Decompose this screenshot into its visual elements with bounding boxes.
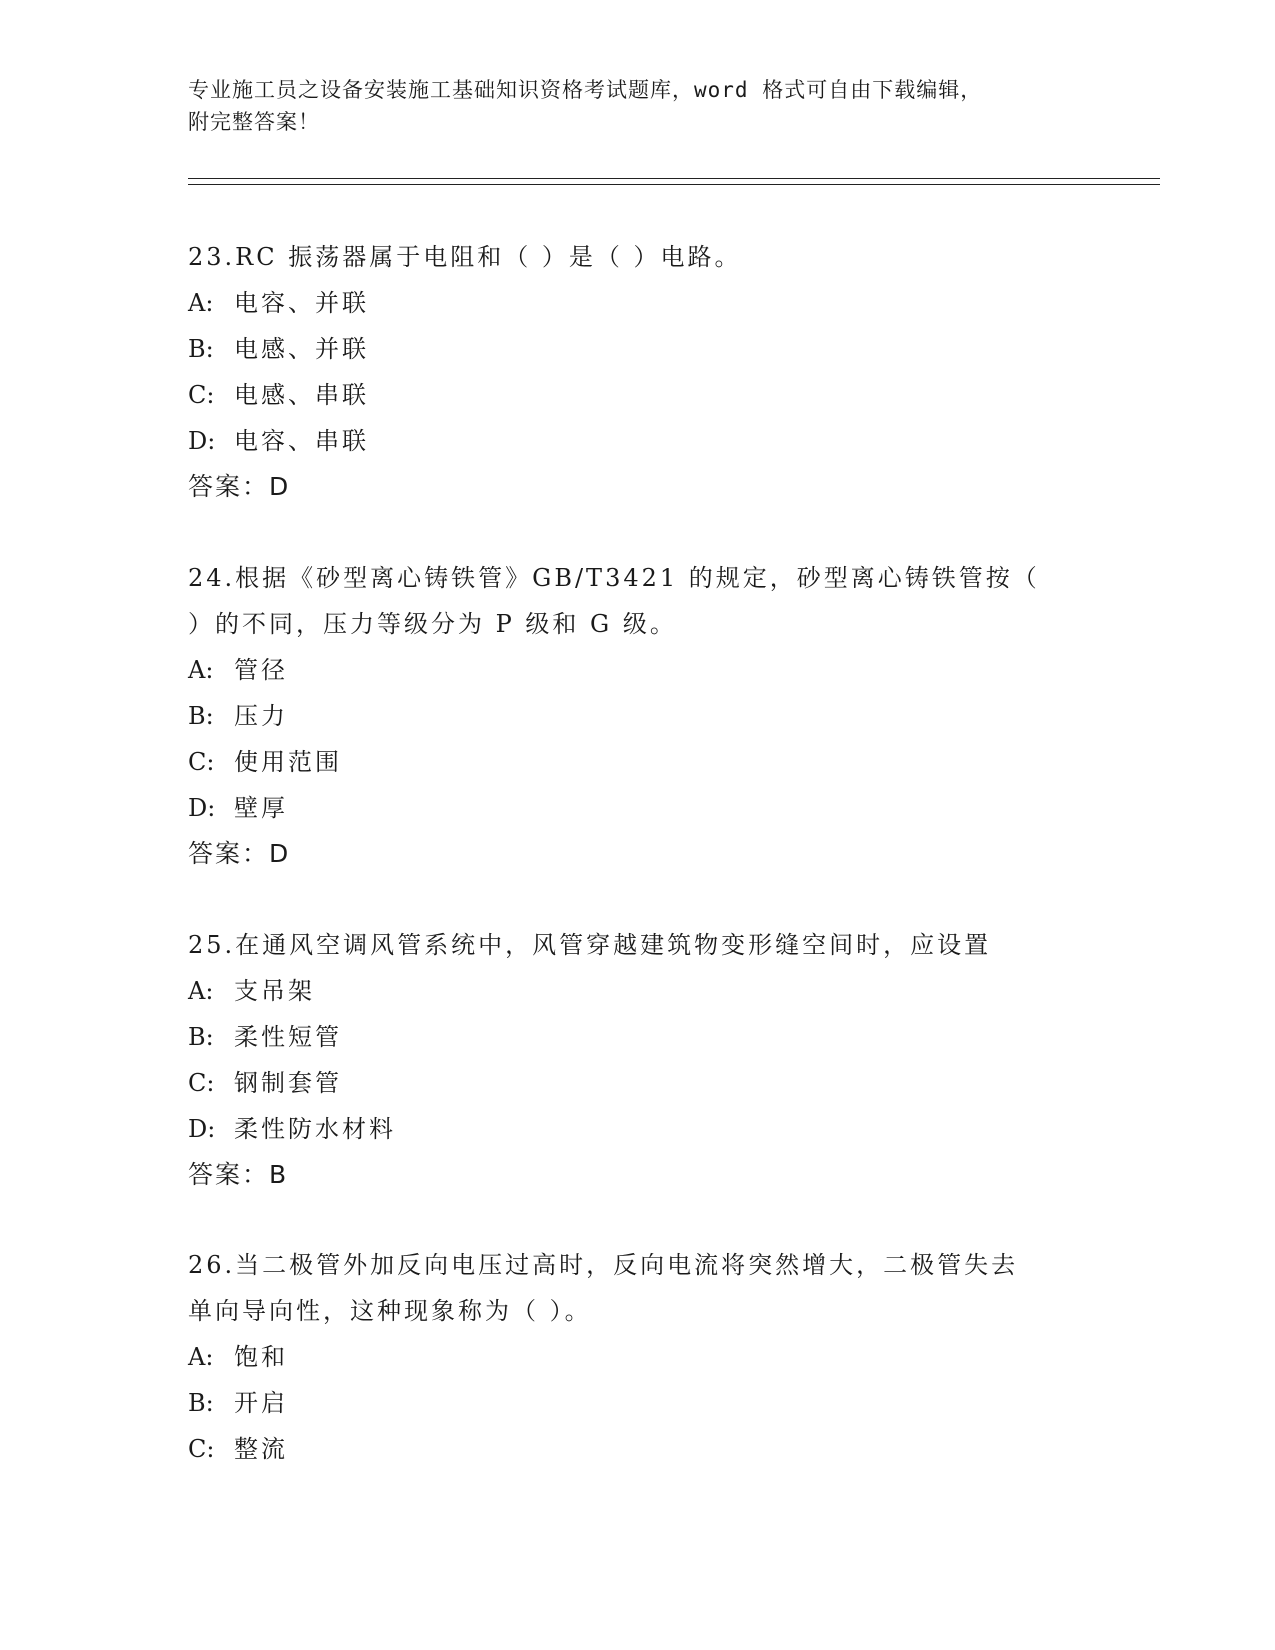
option-key: A: [188,289,214,317]
option-b [188,693,1088,739]
question-text: 24.根据《砂型离心铸铁管》GB/T3421 的规定，砂型离心铸铁管按（ ）的不同，压力等级分为 P 级和 G 级。 [188,564,1040,638]
answer-line: 答案：D [188,472,291,501]
header-divider-bottom [188,184,1160,185]
option-text: 柔性短管 [234,1023,342,1051]
option-d [188,418,1088,464]
option-key: B: [188,1023,214,1051]
option-key: C: [188,748,215,776]
option-text: 电容、并联 [234,289,369,317]
header-divider-top [188,178,1160,179]
answer-line: 答案：B [188,1160,289,1189]
option-key: B: [188,335,214,363]
option-c [188,739,1088,785]
option-text: 钢制套管 [234,1069,342,1097]
option-text: 柔性防水材料 [234,1115,396,1143]
question-23 [188,234,1088,510]
option-text: 使用范围 [234,748,342,776]
question-text: 26.当二极管外加反向电压过高时，反向电流将突然增大，二极管失去 单向导向性，这种现象称为（ ）。 [188,1251,1019,1325]
option-d [188,1106,1088,1152]
question-24 [188,555,1088,877]
option-key: D: [188,794,216,822]
option-a [188,1334,1088,1380]
option-c [188,1060,1088,1106]
option-text: 电感、并联 [234,335,369,363]
question-text: 25.在通风空调风管系统中，风管穿越建筑物变形缝空间时，应设置 [188,931,992,959]
option-c [188,372,1088,418]
option-text: 壁厚 [234,794,288,822]
option-text: 开启 [234,1389,288,1417]
option-b [188,1014,1088,1060]
option-key: C: [188,1435,215,1463]
option-key: D: [188,1115,216,1143]
question-26 [188,1242,1088,1472]
option-b [188,326,1088,372]
option-d [188,785,1088,831]
option-a [188,647,1088,693]
option-key: C: [188,1069,215,1097]
option-key: A: [188,977,214,1005]
option-a [188,968,1088,1014]
option-key: A: [188,656,214,684]
option-a [188,280,1088,326]
option-key: D: [188,427,216,455]
option-text: 管径 [234,656,288,684]
question-text: 23.RC 振荡器属于电阻和（ ）是（ ）电路。 [188,243,742,271]
option-key: C: [188,381,215,409]
option-text: 整流 [234,1435,288,1463]
option-text: 压力 [234,702,288,730]
option-text: 电容、串联 [234,427,369,455]
document-header: 专业施工员之设备安装施工基础知识资格考试题库，word 格式可自由下载编辑， 附完整答案！ [188,78,983,134]
answer-line: 答案：D [188,839,291,868]
option-b [188,1380,1088,1426]
option-key: A: [188,1343,214,1371]
question-25 [188,922,1088,1198]
option-key: B: [188,1389,214,1417]
option-text: 电感、串联 [234,381,369,409]
option-text: 饱和 [234,1343,288,1371]
option-c [188,1426,1088,1472]
option-key: B: [188,702,214,730]
option-text: 支吊架 [234,977,315,1005]
